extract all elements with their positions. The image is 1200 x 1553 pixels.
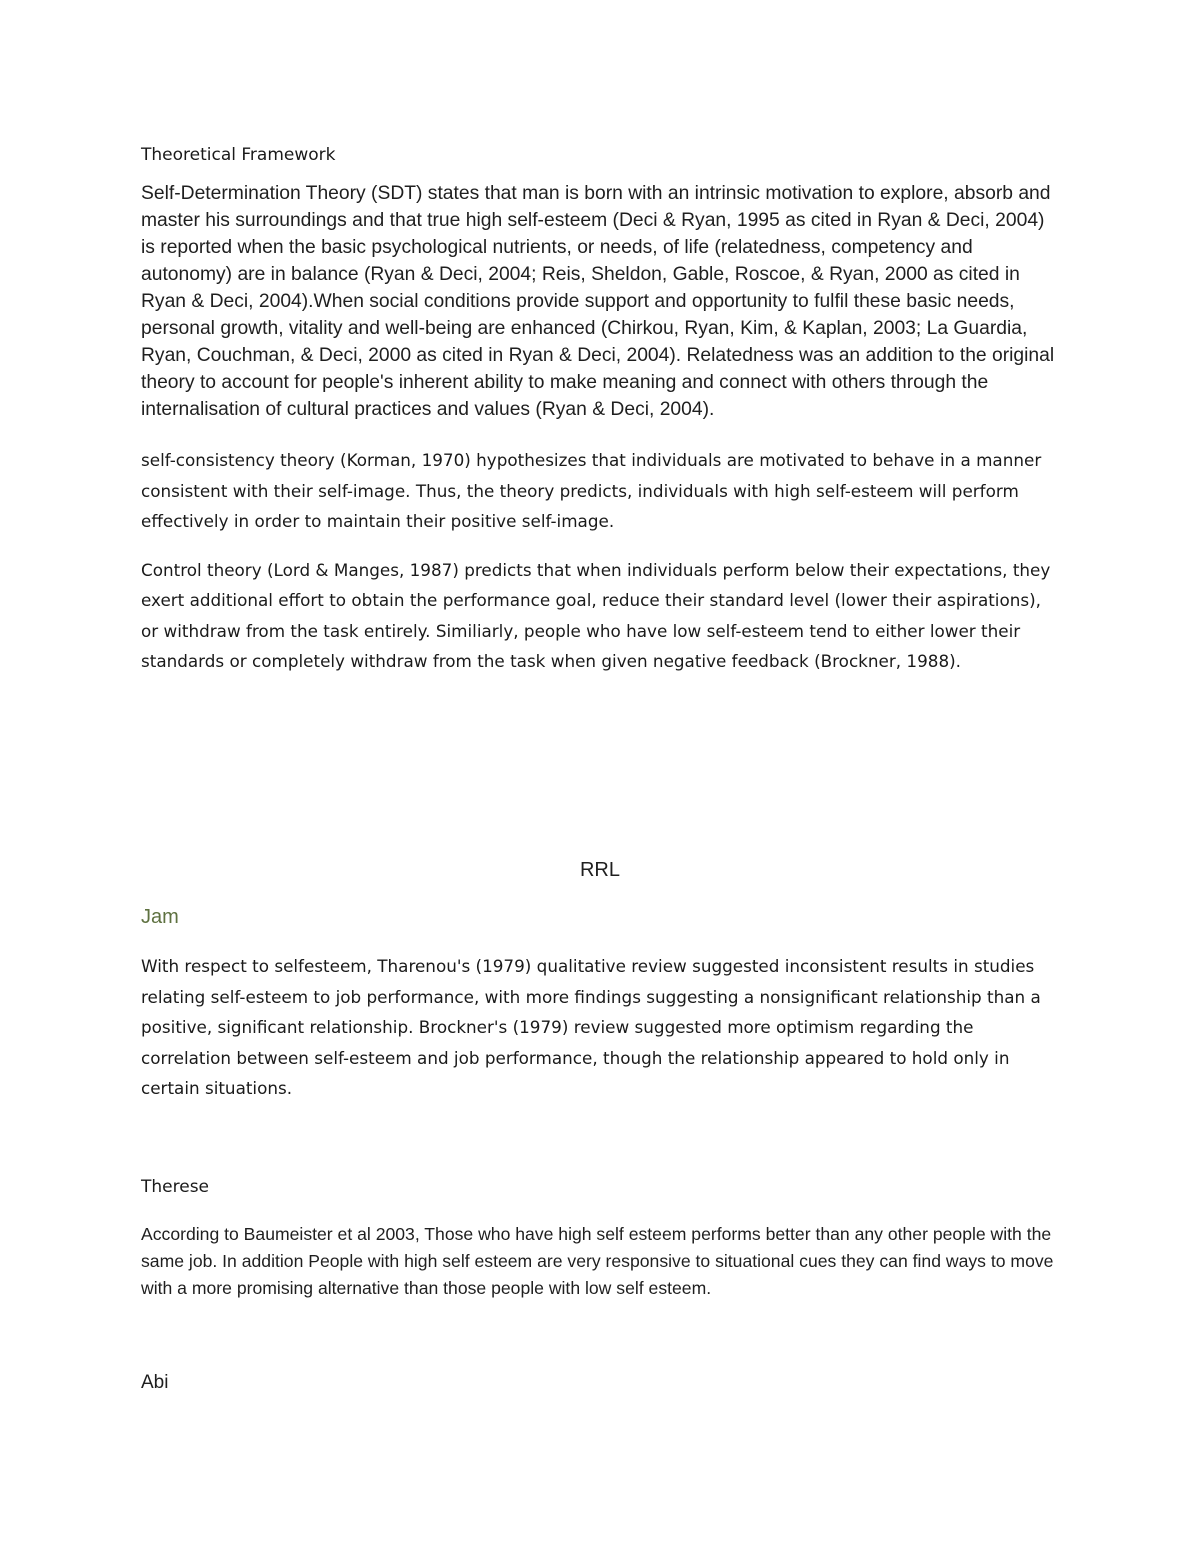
sdt-paragraph: Self-Determination Theory (SDT) states that man is born with an intrinsic motivation to explore, absorb and master his surroundings and that true high self-esteem (Deci & Ryan, 1995 as cited in Ryan & Deci, 2004) is reported when the basic psychological nutrients, or needs, of life (relatedness, competency and autonomy) are in balance (Ryan & Deci, 2004; Reis, Sheldon, Gable, Roscoe, & Ryan, 2000 as cited in Ryan & Deci, 2004).When social conditions provide support and opportunity to fulfil these basic needs, personal growth, vitality and well-being are enhanced (Chirkou, Ryan, Kim, & Kaplan, 2003; La Guardia, Ryan, Couchman, & Deci, 2000 as cited in Ryan & Deci, 2004). Relatedness was an addition to the original theory to account for people's inherent ability to make meaning and connect with others through the internalisation of cultural practices and values (Ryan & Deci, 2004). [141,183,1055,420]
therese-paragraph: According to Baumeister et al 2003, Those who have high self esteem performs better than any other people with the same job. In addition People with high self esteem are very responsive to situational cues they can find ways to move with a more promising alternative than those people with low self esteem. [141,1224,1054,1298]
theoretical-framework-section [141,140,1061,677]
control-theory-paragraph: Control theory (Lord & Manges, 1987) predicts that when individuals perform below their expectations, they exert additional effort to obtain the performance goal, reduce their standard level (lower their aspirations), or withdraw from the task entirely. Similiarly, people who have low self-esteem tend to either lower their standards or completely withdraw from the task when given negative feedback (Brockner, 1988). [141,559,1051,671]
rrl-heading: RRL [579,859,620,881]
section-heading: Theoretical Framework [141,145,336,165]
therese-label: Therese [141,1177,210,1197]
abi-label: Abi [141,1372,169,1393]
self-consistency-paragraph: self-consistency theory (Korman, 1970) hypothesizes that individuals are motivated to behave in a manner consistent with their self-image. Thus, the theory predicts, individuals with high self-esteem will perform effectively in order to maintain their positive self-image. [141,450,1042,531]
jam-paragraph: With respect to selfesteem, Tharenou's (1979) qualitative review suggested inconsistent results in studies relating self-esteem to job performance, with more findings suggesting a nonsignificant relationship than a positive, significant relationship. Brockner's (1979) review suggested more optimism regarding the correlation between self-esteem and job performance, though the relationship appeared to hold only in certain situations. [141,956,1041,1098]
jam-section [141,951,1061,1104]
jam-label: Jam [141,906,179,928]
